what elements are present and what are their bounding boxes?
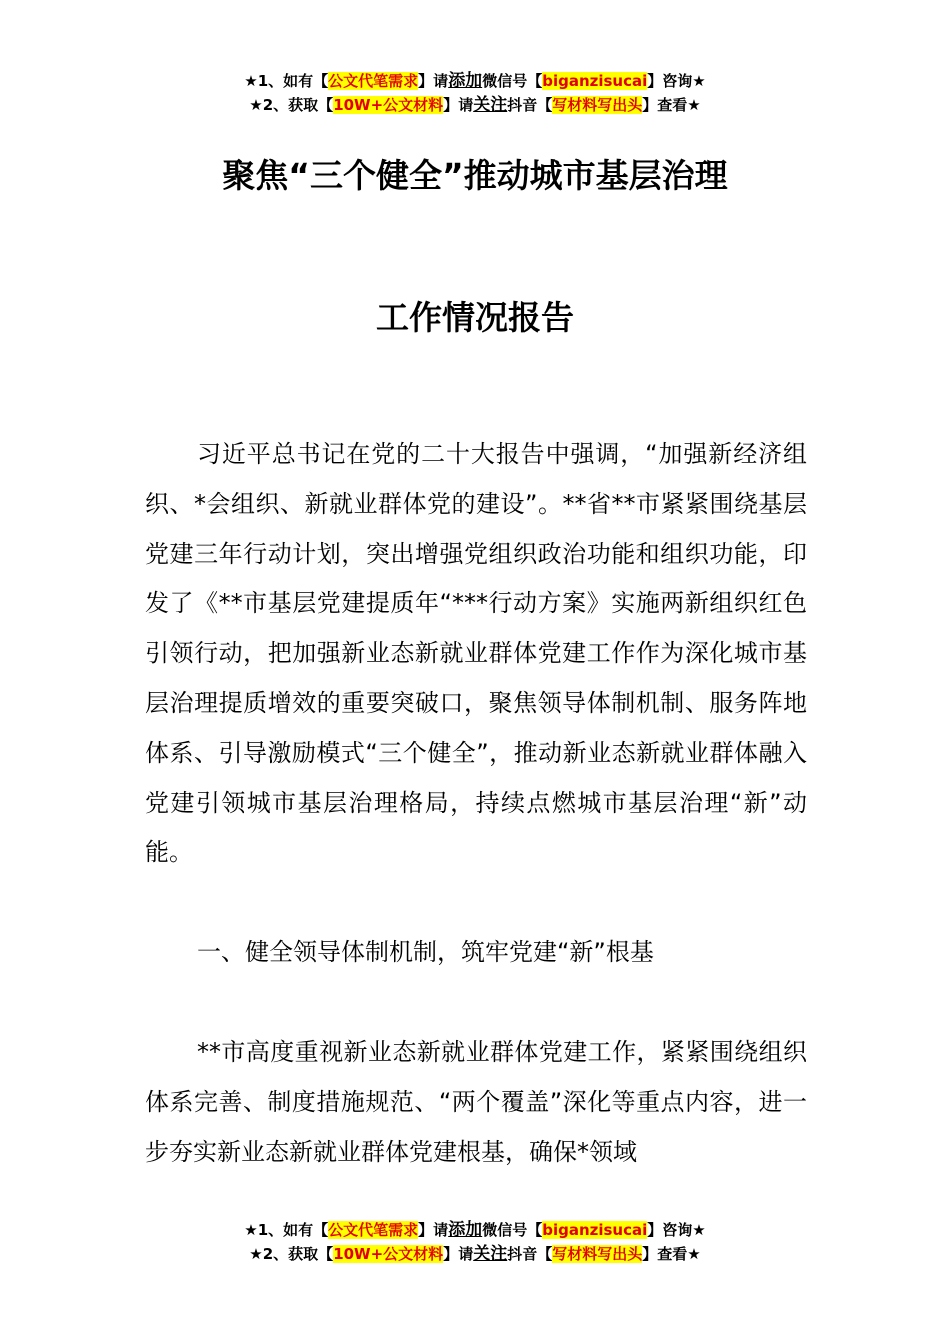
doc-title-line-1: 聚焦“三个健全”推动城市基层治理 bbox=[222, 156, 728, 195]
promo-highlight: 10W+公文材料 bbox=[333, 1245, 444, 1263]
promo-text: 微信号【 bbox=[482, 1221, 543, 1239]
wechat-id: biganzisucai bbox=[542, 72, 648, 90]
promo-text: ★2、获取【 bbox=[249, 1245, 334, 1263]
doc-title-line-2: 工作情况报告 bbox=[376, 298, 574, 337]
promo-highlight: 公文代笔需求 bbox=[328, 72, 419, 90]
promo-line-1 bbox=[0, 69, 950, 93]
promo-emphasis: 关注 bbox=[473, 1244, 508, 1264]
promo-line-2 bbox=[0, 93, 950, 117]
promo-text: 微信号【 bbox=[482, 72, 543, 90]
promo-text: 】请 bbox=[418, 72, 449, 90]
promo-text: ★1、如有【 bbox=[244, 1221, 329, 1239]
promo-text: 】请 bbox=[443, 96, 474, 114]
promo-line-1 bbox=[0, 1218, 950, 1242]
promo-header bbox=[0, 69, 950, 117]
promo-footer bbox=[0, 1218, 950, 1266]
promo-text: 】查看★ bbox=[642, 96, 701, 114]
promo-highlight: 10W+公文材料 bbox=[333, 96, 444, 114]
promo-text: 】请 bbox=[418, 1221, 449, 1239]
body-paragraph: **市高度重视新业态新就业群体党建工作，紧紧围绕组织体系完善、制度措施规范、“两个覆盖”深化等重点内容，进一步夯实新业态新就业群体党建根基，确保*领域 bbox=[145, 1038, 807, 1166]
promo-text: 】请 bbox=[443, 1245, 474, 1263]
promo-text: ★2、获取【 bbox=[249, 96, 334, 114]
douyin-id: 写材料写出头 bbox=[552, 1245, 643, 1263]
promo-text: 抖音【 bbox=[507, 1245, 553, 1263]
wechat-id: biganzisucai bbox=[542, 1221, 648, 1239]
promo-text: 】咨询★ bbox=[647, 1221, 706, 1239]
body-paragraph: 习近平总书记在党的二十大报告中强调，“加强新经济组织、*会组织、新就业群体党的建设”。**省**市紧紧围绕基层党建三年行动计划，突出增强党组织政治功能和组织功能，印发了《**市基层党建提质年“***行动方案》实施两新组织红色引领行动，把加强新业态新就业群体党建工作作为深化城市基层治理提质增效的重要突破口，聚焦领导体制机制、服务阵地体系、引导激励模式“三个健全”，推动新业态新就业群体融入党建引领城市基层治理格局，持续点燃城市基层治理“新”动能。 bbox=[145, 440, 807, 867]
douyin-id: 写材料写出头 bbox=[552, 96, 643, 114]
promo-emphasis: 添加 bbox=[448, 1220, 483, 1240]
section-heading: 一、健全领导体制机制，筑牢党建“新”根基 bbox=[197, 938, 654, 966]
promo-text: 】咨询★ bbox=[647, 72, 706, 90]
promo-text: 抖音【 bbox=[507, 96, 553, 114]
promo-emphasis: 添加 bbox=[448, 71, 483, 91]
promo-text: 】查看★ bbox=[642, 1245, 701, 1263]
promo-highlight: 公文代笔需求 bbox=[328, 1221, 419, 1239]
promo-text: ★1、如有【 bbox=[244, 72, 329, 90]
promo-emphasis: 关注 bbox=[473, 95, 508, 115]
promo-line-2 bbox=[0, 1242, 950, 1266]
